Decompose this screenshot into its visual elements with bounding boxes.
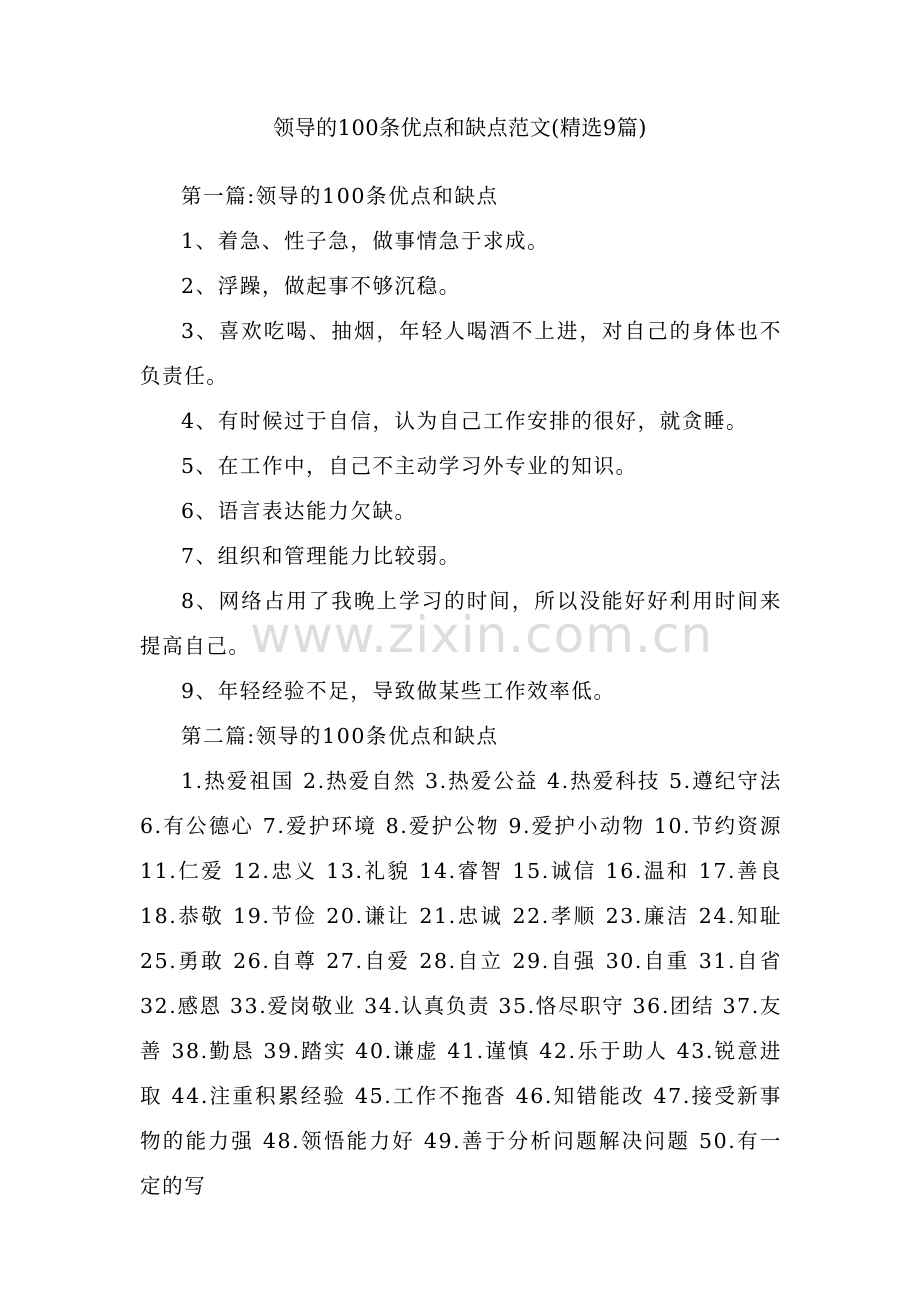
section-heading-2: 第二篇:领导的100条优点和缺点 — [181, 724, 499, 748]
section-heading-1: 第一篇:领导的100条优点和缺点 — [181, 184, 499, 208]
list-item: 9、年轻经验不足，导致做某些工作效率低。 — [181, 679, 616, 703]
list-item: 4、有时候过于自信，认为自己工作安排的很好，就贪睡。 — [181, 409, 749, 433]
site-watermark: www.zixin.com.cn — [250, 606, 714, 664]
list-item: 1、着急、性子急，做事情急于求成。 — [181, 229, 550, 253]
document-body — [140, 174, 782, 1209]
document-title: 领导的100条优点和缺点范文(精选9篇) — [273, 116, 647, 140]
list-item: 8、网络占用了我晚上学习的时间，所以没能好好利用时间来提高自己。 — [140, 589, 782, 658]
list-item: 3、喜欢吃喝、抽烟，年轻人喝酒不上进，对自己的身体也不负责任。 — [140, 319, 782, 388]
virtue-list-paragraph: 1.热爱祖国 2.热爱自然 3.热爱公益 4.热爱科技 5.遵纪守法 6.有公德心 7.爱护环境 8.爱护公物 9.爱护小动物 10.节约资源 11.仁爱 12.忠义 13.礼貌 14.睿智 15.诚信 16.温和 17.善良 18.恭敬 19.节俭 20.谦让 21.忠诚 22.孝顺 23.廉洁 24.知耻 25.勇敢 26.自尊 27.自爱 28.自立 29.自强 30.自重 31.自省 32.感恩 33.爱岗敬业 34.认真负责 35.恪尽职守 36.团结 37.友善 38.勤恳 39.踏实 40.谦虚 41.谨慎 42.乐于助人 43.锐意进取 44.注重积累经验 45.工作不拖沓 46.知错能改 47.接受新事物的能力强 48.领悟能力好 49.善于分析问题解决问题 50.有一定的写 — [140, 769, 782, 1198]
list-item: 2、浮躁，做起事不够沉稳。 — [181, 274, 461, 298]
list-item: 5、在工作中，自己不主动学习外专业的知识。 — [181, 454, 638, 478]
list-item: 6、语言表达能力欠缺。 — [181, 499, 417, 523]
list-item: 7、组织和管理能力比较弱。 — [181, 544, 461, 568]
